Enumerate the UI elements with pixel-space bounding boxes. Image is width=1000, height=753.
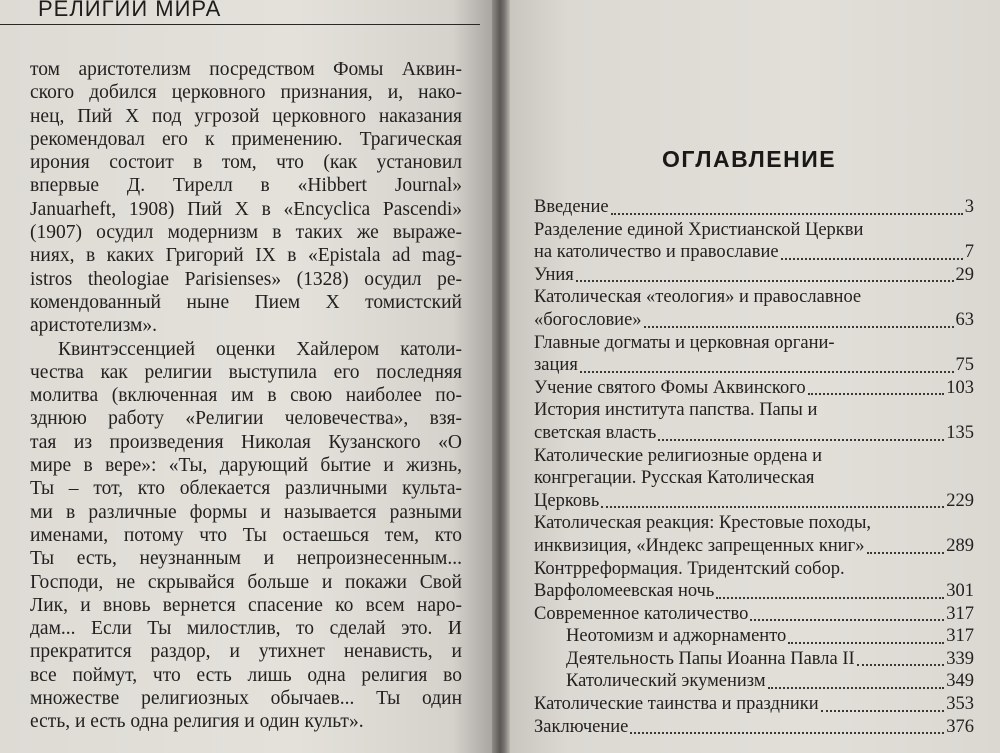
toc-entry — [534, 399, 974, 444]
text-line: чества как религии выступила его последняя — [30, 361, 462, 383]
toc-entry-title: Церковь — [534, 490, 600, 511]
toc-page-number: 376 — [946, 716, 974, 737]
running-head — [0, 0, 480, 25]
toc-entry-title: История института папства. Папы и — [534, 400, 818, 421]
dot-leader — [576, 260, 954, 283]
toc-entry-title: Главные догматы и церковная органи- — [534, 332, 835, 353]
toc-entry — [534, 196, 974, 219]
toc-entry-title: зация — [534, 355, 578, 376]
text-line: есть, и есть одна религия и один культ». — [30, 711, 364, 733]
toc-page-number: 353 — [946, 694, 974, 715]
text-line: комендованный ныне Пием X томистский — [30, 291, 462, 313]
toc-entry — [534, 377, 974, 400]
text-line: istros theologiae Parisienses» (1328) осудил ре- — [30, 268, 462, 290]
text-line: зднюю работу «Религии человечества», взя- — [30, 408, 462, 430]
dot-leader — [808, 373, 945, 396]
text-line: Januarheft, 1908) Пий X в «Encyclica Pascendi» — [30, 198, 462, 220]
dot-leader — [750, 599, 944, 622]
text-line: мире в вере»: «Ты, дарующий бытие и жизнь, — [30, 455, 462, 477]
dot-leader — [580, 350, 954, 373]
body-text — [30, 58, 462, 734]
text-line: Ты есть, неузнанным и непроизнесенным... — [30, 548, 462, 570]
toc-page-number: 63 — [955, 309, 974, 330]
toc-page-number: 29 — [955, 264, 974, 285]
toc-entry — [534, 219, 974, 264]
toc-entry — [534, 332, 974, 377]
toc-entry-title: Варфоломеевская ночь — [534, 581, 715, 602]
toc-entry — [534, 512, 974, 557]
text-line: том аристотелизм посредством Фомы Аквин- — [30, 59, 462, 80]
text-line: ского добился церковного признания, и, нако- — [30, 82, 462, 104]
left-page — [0, 0, 492, 753]
dot-leader — [601, 486, 944, 509]
book-gutter — [492, 0, 510, 753]
dot-leader — [867, 531, 945, 554]
text-line: прекратится раздор, и утихнет ненависть, и — [30, 641, 462, 663]
text-line: аристотелизм». — [30, 315, 157, 337]
toc-page-number: 75 — [955, 355, 974, 376]
dot-leader — [788, 621, 944, 644]
dot-leader — [857, 644, 945, 667]
text-line: Лик, и вновь вернется спасение ко всем наро- — [30, 594, 462, 616]
toc-entry-title: «богословие» — [534, 309, 642, 330]
text-line: ми в различные формы и называется разными — [30, 501, 462, 523]
toc-entry-title: Католические религиозные ордена и — [534, 445, 823, 466]
text-line: рекомендовал его к применению. Трагическая — [30, 128, 462, 150]
toc-entry-title: светская власть — [534, 422, 657, 443]
toc-page-number: 317 — [946, 603, 974, 624]
toc-entry — [534, 445, 974, 513]
toc-page-number: 135 — [946, 422, 974, 443]
toc-entry-title: Современное католичество — [534, 603, 749, 624]
toc-page-number: 301 — [946, 581, 974, 602]
toc-entry-title: Католические таинства и праздники — [534, 694, 819, 715]
dot-leader — [821, 689, 945, 712]
toc-page-number: 103 — [946, 377, 974, 398]
dot-leader — [716, 576, 944, 599]
toc-entry-title: Деятельность Папы Иоанна Павла II — [566, 648, 855, 669]
text-line: впервые Д. Тирелл в «Hibbert Journal» — [30, 175, 462, 197]
toc-page-number: 3 — [964, 197, 974, 217]
running-head-text: РЕЛИГИИ МИРА — [38, 0, 222, 21]
toc-entry-title: Контрреформация. Тридентский собор. — [534, 558, 845, 579]
text-line: ирония состоит в том, что (как установил — [30, 152, 462, 174]
toc-entry-title: Уния — [534, 264, 574, 285]
toc-page-number: 339 — [946, 648, 974, 669]
toc-page-number: 229 — [946, 490, 974, 511]
toc-page-number: 317 — [946, 626, 974, 647]
right-page — [510, 0, 1000, 753]
text-line: именами, потому что Ты остаешься тем, кто — [30, 524, 462, 546]
toc-entry-title: Разделение единой Христианской Церкви — [534, 219, 864, 240]
text-line: Квинтэссенцией оценки Хайлером католи- — [58, 338, 462, 360]
toc-entry — [534, 716, 974, 739]
toc-entry — [534, 286, 974, 331]
toc-page-number: 7 — [964, 242, 974, 263]
toc-entry-title: Католическая реакция: Крестовые походы, — [534, 513, 871, 534]
toc-entry-title: инквизиция, «Индекс запрещенных книг» — [534, 535, 865, 556]
dot-leader — [644, 305, 954, 328]
text-line: множестве религиозных обычаев... Ты один — [30, 688, 462, 710]
text-line: ниях, в каких Григорий IX в «Epistala ad mag- — [30, 245, 462, 267]
toc-entry-title: Неотомизм и аджорнаменто — [566, 626, 787, 647]
text-line: тая из произведения Николая Кузанского «О — [30, 431, 462, 453]
toc-title: ОГЛАВЛЕНИЕ — [662, 146, 837, 172]
toc-entry-title: Учение святого Фомы Аквинского — [534, 377, 806, 398]
text-line: молитва (включенная им в свою наиболее по- — [30, 385, 462, 407]
toc-entry-title: Введение — [534, 197, 609, 217]
toc-entry-title: Заключение — [534, 716, 629, 737]
dot-leader — [658, 418, 944, 441]
toc-page-number: 349 — [946, 671, 974, 692]
toc-entry-title: на католичество и православие — [534, 242, 779, 263]
toc-entry — [534, 264, 974, 287]
toc-entry-title: Католический экуменизм — [566, 671, 766, 692]
text-line: (1907) осудил модернизм в таких же выраже- — [30, 222, 462, 244]
toc-entry-title: конгрегации. Русская Католическая — [534, 468, 815, 489]
text-line: все поймут, что есть лишь одна религия во — [30, 664, 462, 686]
text-line: дам... Если Ты милостлив, то сделай это. И — [30, 618, 462, 640]
dot-leader — [781, 237, 963, 260]
toc-entry — [534, 558, 974, 603]
dot-leader — [611, 192, 963, 215]
dot-leader — [768, 666, 945, 689]
text-line: Господи, не скрывайся больше и покажи Свой — [30, 571, 462, 593]
table-of-contents — [534, 196, 974, 738]
toc-page-number: 289 — [946, 535, 974, 556]
text-line: Ты – тот, кто облекается различными культа- — [30, 478, 462, 500]
text-line: нец, Пий X под угрозой церковного наказания — [30, 105, 462, 127]
toc-entry-title: Католическая «теология» и православное — [534, 287, 862, 308]
dot-leader — [630, 712, 944, 735]
